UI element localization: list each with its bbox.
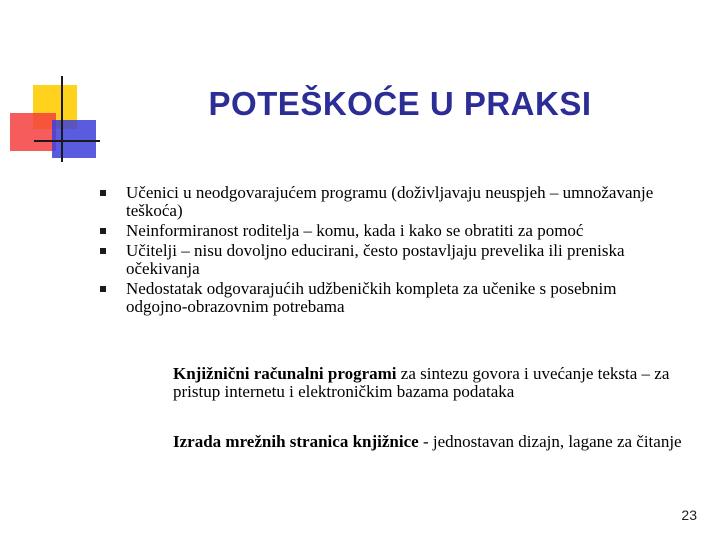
library-programs-paragraph [173, 365, 693, 401]
logo-vertical-line [61, 76, 63, 162]
logo-red-square [10, 113, 56, 151]
logo-blue-square [52, 120, 96, 158]
library-website-paragraph [173, 433, 693, 451]
square-bullet-icon [100, 248, 106, 254]
decorative-squares-logo-icon [0, 0, 110, 170]
bullet-list [98, 184, 678, 318]
list-item [98, 184, 678, 220]
paragraph-lead: Izrada mrežnih stranica knjižnice [173, 432, 419, 451]
list-item [98, 280, 678, 316]
paragraph-text: za sintezu govora i uvećanje teksta – za pristup internetu i elektroničkim bazama podataka [173, 364, 670, 401]
bullet-text: Učenici u neodgovarajućem programu (doživljavaju neuspjeh – umnožavanje teškoća) [126, 183, 654, 220]
bullet-text: Učitelji – nisu dovoljno educirani, često postavljaju prevelika ili preniska očekivanja [126, 241, 625, 278]
paragraph-text: - jednostavan dizajn, lagane za čitanje [418, 432, 682, 451]
page-number: 23 [681, 507, 697, 523]
bullet-text: Nedostatak odgovarajućih udžbeničkih kompleta za učenike s posebnim odgojno-obrazovnim potrebama [126, 279, 617, 316]
square-bullet-icon [100, 286, 106, 292]
bullet-text: Neinformiranost roditelja – komu, kada i kako se obratiti za pomoć [126, 221, 584, 240]
list-item [98, 222, 678, 240]
list-item [98, 242, 678, 278]
square-bullet-icon [100, 190, 106, 196]
square-bullet-icon [100, 228, 106, 234]
logo-horizontal-line [34, 140, 100, 142]
slide-title: POTEŠKOĆE U PRAKSI [208, 85, 592, 122]
paragraph-lead: Knjižnični računalni programi [173, 364, 397, 383]
